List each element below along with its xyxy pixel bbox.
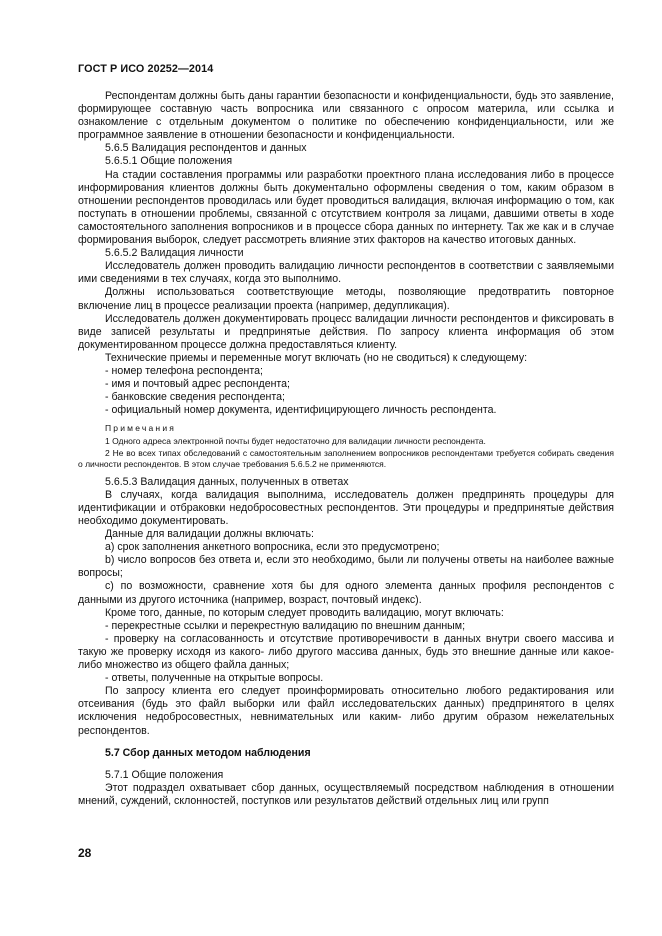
notes-block [78,423,614,469]
note-item: 2 Не во всех типах обследований с самостоятельным заполнением вопросников респондентами требуется собирать сведения о личности респондентов. В этом случае требования 5.6.5.2 не применяются. [78,447,614,469]
paragraph: Исследователь должен документировать процесс валидации личности респондентов и фиксировать в виде записей результаты и предпринятые действия. По запросу клиента информация об этом документированном процессе должна предоставляться клиенту. [78,312,614,351]
list-item: а) срок заполнения анкетного вопросника, если это предусмотрено; [105,541,440,554]
subsection-heading: 5.6.5.3 Валидация данных, полученных в ответах [105,475,349,488]
note-item: 1 Одного адреса электронной почты будет недостаточно для валидации личности респондента. [105,436,486,447]
paragraph: На стадии составления программы или разработки проектного плана исследования либо в процессе информирования клиентов должны быть документально оформлены сведения о том, каким образом в отношении респондентов проводилась или будет проводиться валидация, включая информацию о том, как поступать в отношении проблемы, связанной с отсутствием контроля за лицами, давшими ответы в ходе самостоятельного заполнения вопросников и в процессе сбора данных по интернету. Так же как и в случае формирования выборок, следует рассмотреть влияние этих факторов на качество итоговых данных. [78,168,614,247]
page [78,63,614,808]
section-heading: 5.7 Сбор данных методом наблюдения [105,746,311,759]
list-item: - номер телефона респондента; [105,364,263,377]
subsection-heading: 5.6.5 Валидация респондентов и данных [105,142,307,155]
list-item: - официальный номер документа, идентифицирующего личность респондента. [105,404,497,417]
body-text [78,90,614,808]
subsection-heading: 5.6.5.1 Общие положения [105,155,233,168]
list-item: - проверку на согласованность и отсутствие противоречивости в данных внутри своего массива и такую же проверку исходя из какого- либо другого массива данных, будь это внешние данные или какое-либо множество из общего файла данных; [78,632,614,672]
list-item: - имя и почтовый адрес респондента; [105,378,291,391]
subsection-heading: 5.6.5.2 Валидация личности [105,247,244,260]
list-item: - банковские сведения респондента; [105,391,285,404]
paragraph: Этот подраздел охватывает сбор данных, осуществляемый посредством наблюдения в отношении мнений, суждений, склонностей, поступков или результатов действий отдельных лиц или групп [78,781,614,807]
paragraph: По запросу клиента его следует проинформировать относительно любого редактирования или отсеивания (будь это файл выборки или файл исследовательских данных) предпринятого в целях исключения недобросовестных, невнимательных или каким- либо другим образом нежелательных респондентов. [78,685,614,737]
list-item: - ответы, полученные на открытые вопросы. [105,672,324,685]
subsection-heading: 5.7.1 Общие положения [105,768,224,781]
paragraph: Технические приемы и переменные могут включать (но не сводиться) к следующему: [105,351,528,364]
notes-label: Примечания [105,423,177,434]
running-header: ГОСТ Р ИСО 20252—2014 [78,63,214,75]
list-item: с) по возможности, сравнение хотя бы для одного элемента данных профиля респондентов с данными из другого источника (например, возраст, почтовый индекс). [78,580,614,606]
paragraph: Кроме того, данные, по которым следует проводить валидацию, могут включать: [105,606,504,619]
paragraph: В случаях, когда валидация выполнима, исследователь должен предпринять процедуры для идентификации и отбраковки недобросовестных респондентов. Эти процедуры и предпринятые действия необходимо документировать. [78,488,614,527]
list-item: - перекрестные ссылки и перекрестную валидацию по внешним данным; [105,619,466,632]
paragraph: Данные для валидации должны включать: [105,528,314,541]
paragraph: Респондентам должны быть даны гарантии безопасности и конфиденциальности, будь это заявление, формирующее составную часть вопросника или связанного с опросом материла, или ссылка и ознакомление с отдельным документом о политике по обеспечению конфиденциальности, или же программное заявление в отношении безопасности и конфиденциальности. [78,90,614,142]
list-item: b) число вопросов без ответа и, если это необходимо, были ли получены ответы на наиболее важные вопросы; [78,554,614,580]
paragraph: Исследователь должен проводить валидацию личности респондентов в соответствии с заявляемыми ими сведениями в тех случаях, когда это выполнимо. [78,260,614,286]
paragraph: Должны использоваться соответствующие методы, позволяющие предотвратить повторное включение лиц в процессе реализации проекта (например, дедупликация). [78,286,614,312]
page-number: 28 [78,846,92,860]
